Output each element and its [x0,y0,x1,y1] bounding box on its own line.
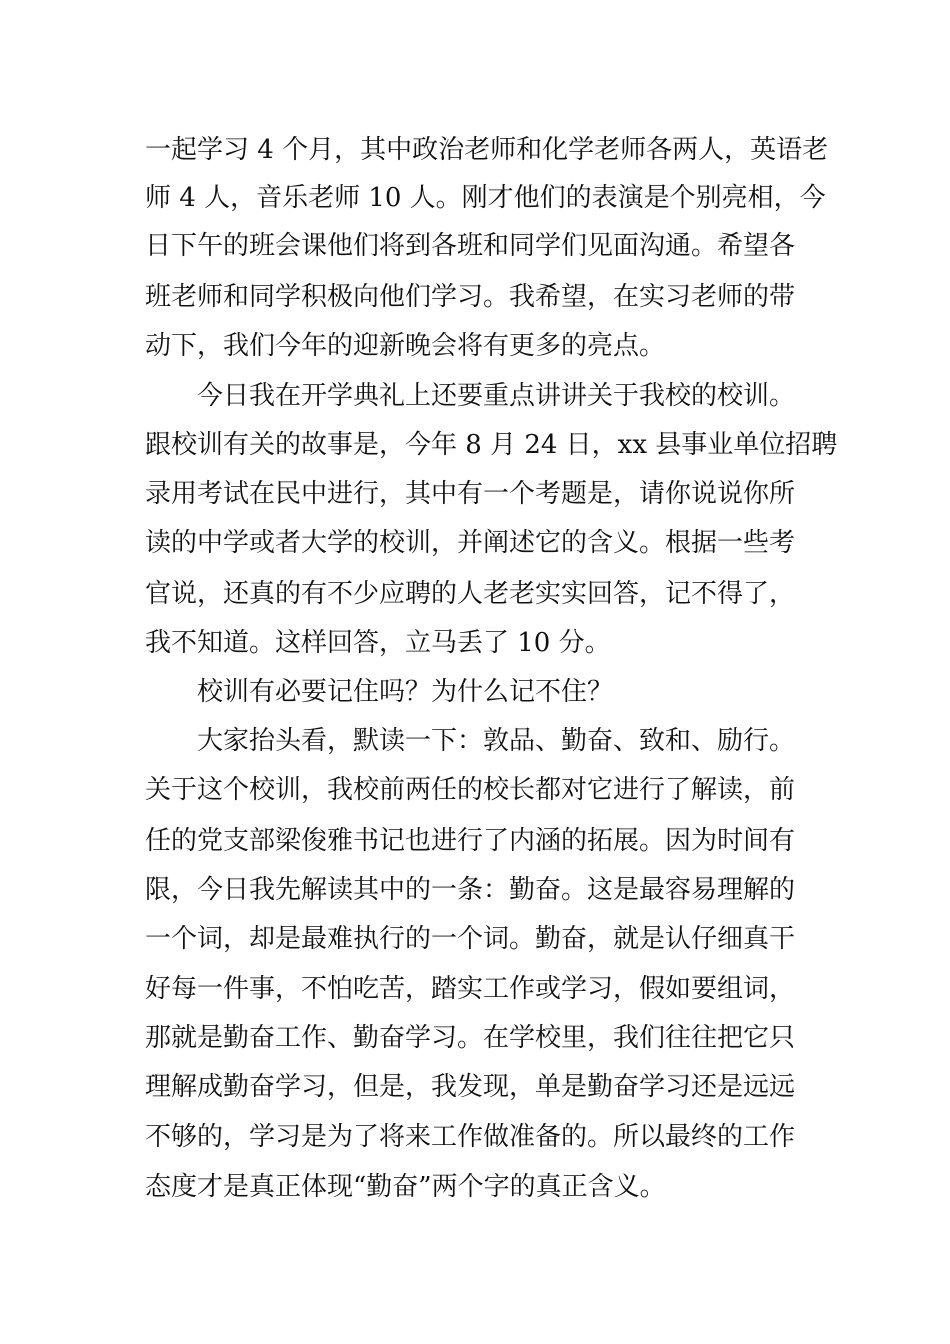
text-line: 跟校训有关的故事是，今年 8 月 24 日，xx 县事业单位招聘 [145,430,838,460]
paragraph-first-line: 大家抬头看，默读一下：敦品、勤奋、致和、励行。 [197,726,796,756]
text-line: 那就是勤奋工作、勤奋学习。在学校里，我们往往把它只 [145,1023,796,1053]
text-line: 一起学习 4 个月，其中政治老师和化学老师各两人，英语老 [145,135,829,165]
text-line: 官说，还真的有不少应聘的人老老实实回答，记不得了， [145,579,796,609]
text-line: 我不知道。这样回答，立马丢了 10 分。 [145,628,611,658]
text-line: 读的中学或者大学的校训，并阐述它的含义。根据一些考 [145,528,796,558]
text-line: 日下午的班会课他们将到各班和同学们见面沟通。希望各 [145,231,796,261]
text-line: 班老师和同学积极向他们学习。我希望，在实习老师的带 [145,282,796,312]
text-line: 不够的，学习是为了将来工作做准备的。所以最终的工作 [145,1122,796,1152]
text-line: 限，今日我先解读其中的一条：勤奋。这是最容易理解的 [145,875,796,905]
text-line: 一个词，却是最难执行的一个词。勤奋，就是认仔细真干 [145,924,796,954]
text-line: 师 4 人，音乐老师 10 人。刚才他们的表演是个别亮相，今 [145,183,826,213]
paragraph-first-line: 今日我在开学典礼上还要重点讲讲关于我校的校训。 [197,381,796,411]
paragraph-first-line: 校训有必要记住吗？为什么记不住？ [197,677,614,707]
text-line: 录用考试在民中进行，其中有一个考题是，请你说说你所 [145,479,796,509]
text-line: 态度才是真正体现“勤奋”两个字的真正含义。 [145,1172,666,1202]
text-line: 好每一件事，不怕吃苦，踏实工作或学习，假如要组词， [145,974,796,1004]
text-line: 关于这个校训，我校前两任的校长都对它进行了解读，前 [145,775,796,805]
text-line: 理解成勤奋学习，但是，我发现，单是勤奋学习还是远远 [145,1072,796,1102]
text-line: 任的党支部梁俊雅书记也进行了内涵的拓展。因为时间有 [145,826,796,856]
text-line: 动下，我们今年的迎新晚会将有更多的亮点。 [145,331,666,361]
